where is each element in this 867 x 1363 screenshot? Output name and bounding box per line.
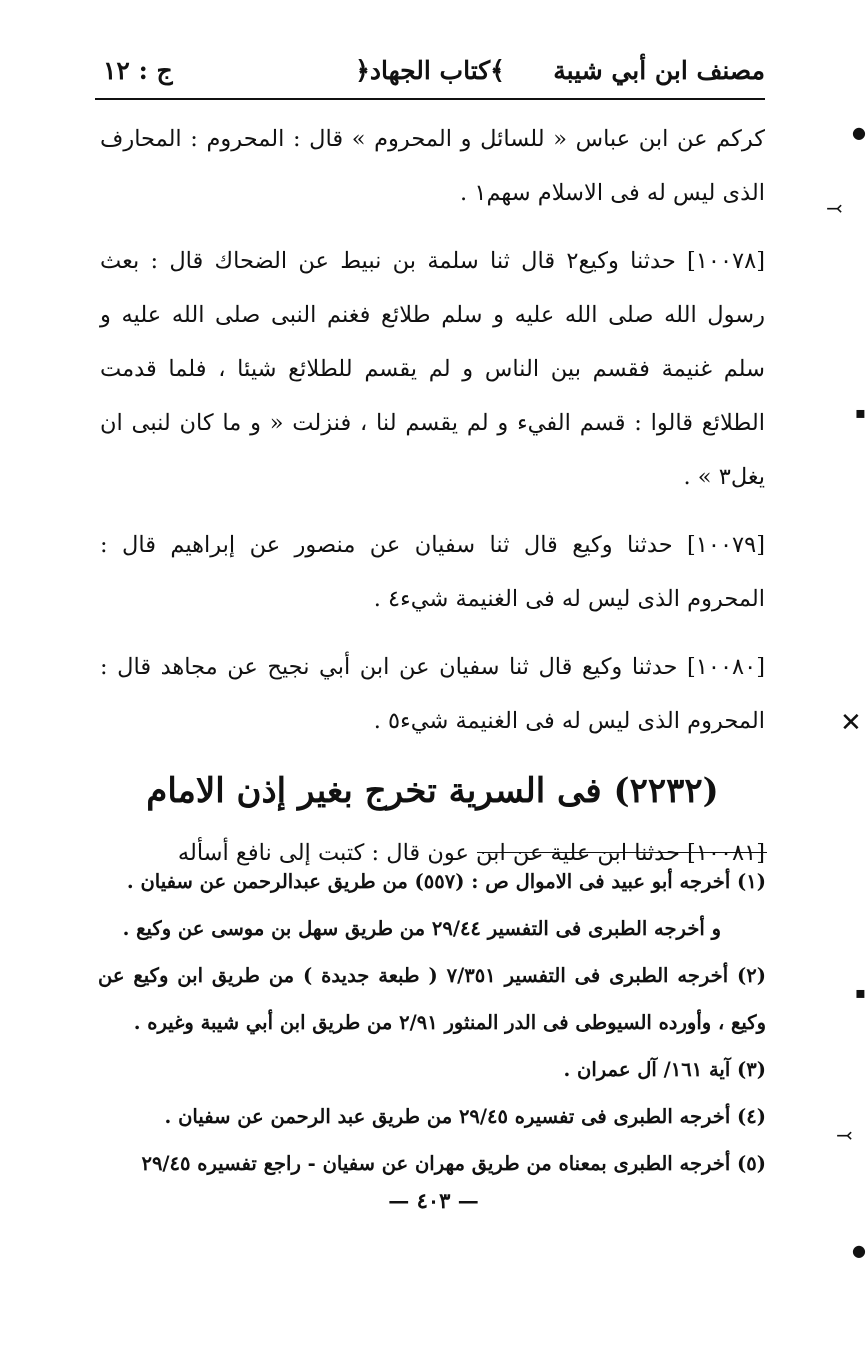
footnote: (١) أخرجه أبو عبيد فى الاموال ص : (٥٥٧) من طريق عبدالرحمن عن سفيان . xyxy=(126,870,766,893)
scan-mark: ● xyxy=(852,123,866,142)
scan-mark: ● xyxy=(852,1241,866,1260)
footnote: (٣) آية ١٦١/ آل عمران . xyxy=(563,1058,766,1081)
footnote: (٤) أخرجه الطبرى فى تفسيره ٢٩/٤٥ من طريق عبد الرحمن عن سفيان . xyxy=(164,1105,766,1128)
chapter-title: ﴿كتاب الجهاد﴾ xyxy=(355,56,505,85)
footnote: (٢) أخرجه الطبرى فى التفسير ٧/٣٥١ ( طبعة جديدة ) من طريق ابن وكيع عن وكيع ، وأورده السيوطى فى الدر المنثور ٢/٩١ من طريق ابن أبي شيبة وغيره . xyxy=(98,964,766,1034)
hadith-10081: [١٠٠٨١] حدثنا ابن علية عن ابن عون قال : كتبت إلى نافع أسأله xyxy=(177,840,765,866)
hadith-10079: [١٠٠٧٩] حدثنا وكيع قال ثنا سفيان عن منصور عن إبراهيم قال : المحروم الذى ليس له فى الغنيمة شيء٤ . xyxy=(100,532,765,612)
scan-mark: ⤙ xyxy=(826,196,843,220)
scan-mark: ✕ xyxy=(840,708,862,738)
page-header xyxy=(95,48,765,100)
main-text xyxy=(100,112,765,880)
chapter-heading: (٢٢٣٢) فى السرية تخرج بغير إذن الامام xyxy=(146,771,719,811)
scan-mark: ▪ xyxy=(855,983,866,1002)
footnote: (٥) أخرجه الطبرى بمعناه من طريق مهران عن سفيان - راجع تفسيره ٢٩/٤٥ xyxy=(141,1152,766,1175)
book-title: مصنف ابن أبي شيبة xyxy=(553,56,765,85)
scan-mark: ⤙ xyxy=(836,1123,853,1147)
footnote-divider xyxy=(477,852,767,853)
page-number: — ٤٠٣ — xyxy=(388,1188,479,1213)
volume-number: ج : ١٢ xyxy=(103,56,173,85)
hadith-10078: [١٠٠٧٨] حدثنا وكيع٢ قال ثنا سلمة بن نبيط عن الضحاك قال : بعث رسول الله صلى الله عليه و سلم طلائع فغنم النبى صلى الله عليه و سلم غنيمة فقسم بين الناس و لم يقسم للطلائع شيئا ، فلما قدمت الطلائع قالوا : قسم الفيء و لم يقسم لنا ، فنزلت « و ما كان لنبى ان يغل٣ » . xyxy=(100,248,765,490)
hadith-10080: [١٠٠٨٠] حدثنا وكيع قال ثنا سفيان عن ابن أبي نجيح عن مجاهد قال : المحروم الذى ليس له فى الغنيمة شيء٥ . xyxy=(100,654,765,734)
footnotes xyxy=(98,858,766,1187)
footnote: و أخرجه الطبرى فى التفسير ٢٩/٤٤ من طريق سهل بن موسى عن وكيع . xyxy=(122,917,721,940)
paragraph: كركم عن ابن عباس « للسائل و المحروم » قال : المحروم : المحارف الذى ليس له فى الاسلام سهم١ . xyxy=(100,126,765,206)
scan-mark: ▪ xyxy=(855,403,866,422)
